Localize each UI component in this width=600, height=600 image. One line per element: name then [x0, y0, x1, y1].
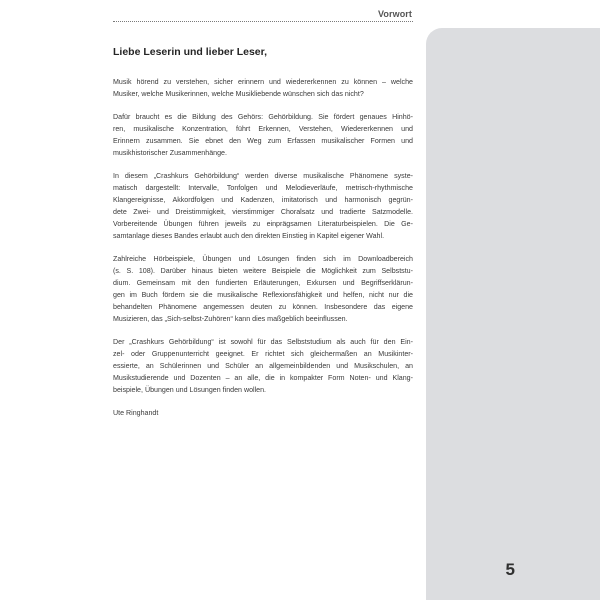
paragraph-line: Zahlreiche Hörbeispiele, Übungen und Lösungen finden sich im Downloadbereich [113, 255, 413, 263]
paragraph-line: Dafür braucht es die Bildung des Gehörs: Gehörbildung. Sie fördert genaues Hinhö- [113, 113, 413, 121]
body-paragraph [113, 336, 413, 396]
paragraph-line: gen im Buch fördern sie die musikalische Reflexionsfähigkeit und helfen, nicht nur die [113, 291, 413, 299]
paragraph-line: dium. Gemeinsam mit den fundierten Erläuterungen, Exkursen und Begriffserklärun- [113, 279, 413, 287]
paragraph-line: musikhistorischer Zusammenhänge. [113, 149, 227, 157]
greeting-heading: Liebe Leserin und lieber Leser, [113, 46, 268, 58]
chapter-side-tab [426, 28, 600, 600]
paragraph-line: matisch dargestellt: Intervalle, Tonfolgen und Melodieverläufe, metrisch-rhythmische [113, 184, 413, 192]
paragraph-line: Vorbereitende Übungen führen jeweils zu einprägsamen Literaturbeispielen. Die Ge- [113, 220, 413, 228]
paragraph-list [113, 76, 413, 396]
paragraph-line: Musiker, welche Musikerinnen, welche Musikliebende wünschen sich das nicht? [113, 90, 364, 98]
paragraph-line: Musizieren, das „Sich-selbst-Zuhören“ kann dies maßgeblich beeinflussen. [113, 315, 348, 323]
paragraph-line: samtanlage dieses Bandes erlaubt auch den direkten Einstieg in Kapitel eigener Wahl. [113, 232, 385, 240]
header-dotted-rule [113, 21, 413, 22]
paragraph-line: beispiele, Übungen und Lösungen finden wollen. [113, 386, 267, 394]
page-number: 5 [505, 560, 515, 579]
running-header-label: Vorwort [377, 9, 412, 19]
paragraph-line: dete Zwei- und Dreistimmigkeit, vierstimmiger Choralsatz und tradierte Satzmodelle. [113, 208, 413, 216]
paragraph-line: In diesem „Crashkurs Gehörbildung“ werden diverse musikalische Phänomene syste- [113, 172, 413, 180]
paragraph-line: zel- oder Gruppenunterricht geeignet. Er richtet sich gleichermaßen an Musikinter- [113, 350, 413, 358]
paragraph-line: (s. S. 108). Darüber hinaus bieten weitere Beispiele die Möglichkeit zum Selbststu- [113, 267, 413, 275]
author-signature: Ute Ringhandt [113, 409, 159, 417]
body-paragraph [113, 76, 413, 100]
paragraph-line: behandelten Phänomene angemessen deuten zu können. Insbesondere das eigene [113, 303, 413, 311]
body-paragraph [113, 111, 413, 159]
foreword-body [113, 45, 413, 419]
body-paragraph [113, 170, 413, 242]
paragraph-line: Klangereignisse, Akkordfolgen und Kadenzen, imitatorisch und harmonisch gegrün- [113, 196, 413, 204]
paragraph-line: Musik hörend zu verstehen, sicher erinnern und wiedererkennen zu können – welche [113, 78, 413, 86]
paragraph-line: Musikstudierende und Dozenten – an alle, die in kompakter Form Noten- und Klang- [113, 374, 413, 382]
paragraph-line: Erinnern zusammen. Sie ebnet den Weg zum Erfassen musikalischer Formen und [113, 137, 413, 145]
paragraph-line: Der „Crashkurs Gehörbildung“ ist sowohl für das Selbststudium als auch für den Ein- [113, 338, 413, 346]
body-paragraph [113, 253, 413, 325]
paragraph-line: essierte, an Schülerinnen und Schüler an allgemeinbildenden und Musikschulen, an [113, 362, 413, 370]
paragraph-line: ren, musikalische Konzentration, führt Erkennen, Verstehen, Wiedererkennen und [113, 125, 413, 133]
